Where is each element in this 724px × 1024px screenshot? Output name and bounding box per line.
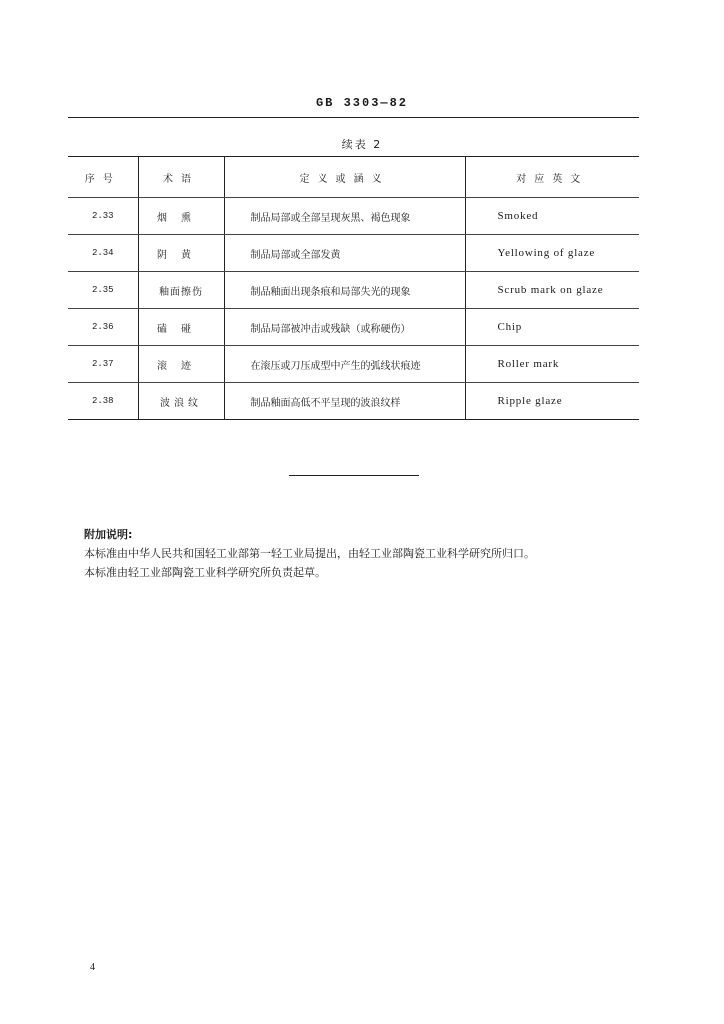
header-english: 对应英文 <box>465 157 639 198</box>
row-definition: 制品釉面出现条痕和局部失光的现象 <box>224 272 465 309</box>
table-row <box>68 346 639 383</box>
row-number: 2.38 <box>91 396 114 406</box>
end-rule <box>289 475 419 476</box>
row-definition: 制品局部或全部呈现灰黑、褐色现象 <box>224 198 465 235</box>
header-number: 序号 <box>68 157 138 198</box>
terms-table <box>68 156 639 420</box>
row-term: 烟熏 <box>138 198 224 235</box>
header-term: 术语 <box>138 157 224 198</box>
row-term: 釉面擦伤 <box>138 272 224 309</box>
row-english: Yellowing of glaze <box>465 235 639 272</box>
row-term: 波浪纹 <box>138 383 224 420</box>
notes-line: 本标准由中华人民共和国轻工业部第一轻工业局提出，由轻工业部陶瓷工业科学研究所归口。 <box>84 547 535 560</box>
table-row <box>68 383 639 420</box>
row-number: 2.34 <box>68 235 138 272</box>
row-number: 2.33 <box>68 198 138 235</box>
row-term: 阴黄 <box>138 235 224 272</box>
header-rule <box>68 117 639 118</box>
row-definition: 制品局部被冲击或残缺（或称硬伤） <box>224 309 465 346</box>
row-english: Scrub mark on glaze <box>465 272 639 309</box>
row-term: 磕碰 <box>138 309 224 346</box>
row-number: 2.36 <box>68 309 138 346</box>
row-english: Ripple glaze <box>465 383 639 420</box>
page-number: 4 <box>90 962 95 973</box>
table-row <box>68 198 639 235</box>
notes-title: 附加说明: <box>84 528 133 541</box>
standard-code: GB 3303—82 <box>315 96 408 110</box>
table-row <box>68 272 639 309</box>
row-number: 2.35 <box>68 272 138 309</box>
table-row <box>68 309 639 346</box>
table-caption: 续表 2 <box>341 138 383 151</box>
row-definition: 制品局部或全部发黄 <box>224 235 465 272</box>
notes-line: 本标准由轻工业部陶瓷工业科学研究所负责起草。 <box>84 566 326 579</box>
table-row <box>68 235 639 272</box>
row-definition: 制品釉面高低不平呈现的波浪纹样 <box>224 383 465 420</box>
header-definition: 定义或涵义 <box>224 157 465 198</box>
row-english: Roller mark <box>465 346 639 383</box>
row-english: Chip <box>465 309 639 346</box>
row-number: 2.37 <box>68 346 138 383</box>
row-definition: 在滚压或刀压成型中产生的弧线状痕迹 <box>224 346 465 383</box>
row-term: 滚迹 <box>138 346 224 383</box>
additional-notes <box>84 525 535 582</box>
row-english: Smoked <box>465 198 639 235</box>
table-header-row <box>68 157 639 198</box>
